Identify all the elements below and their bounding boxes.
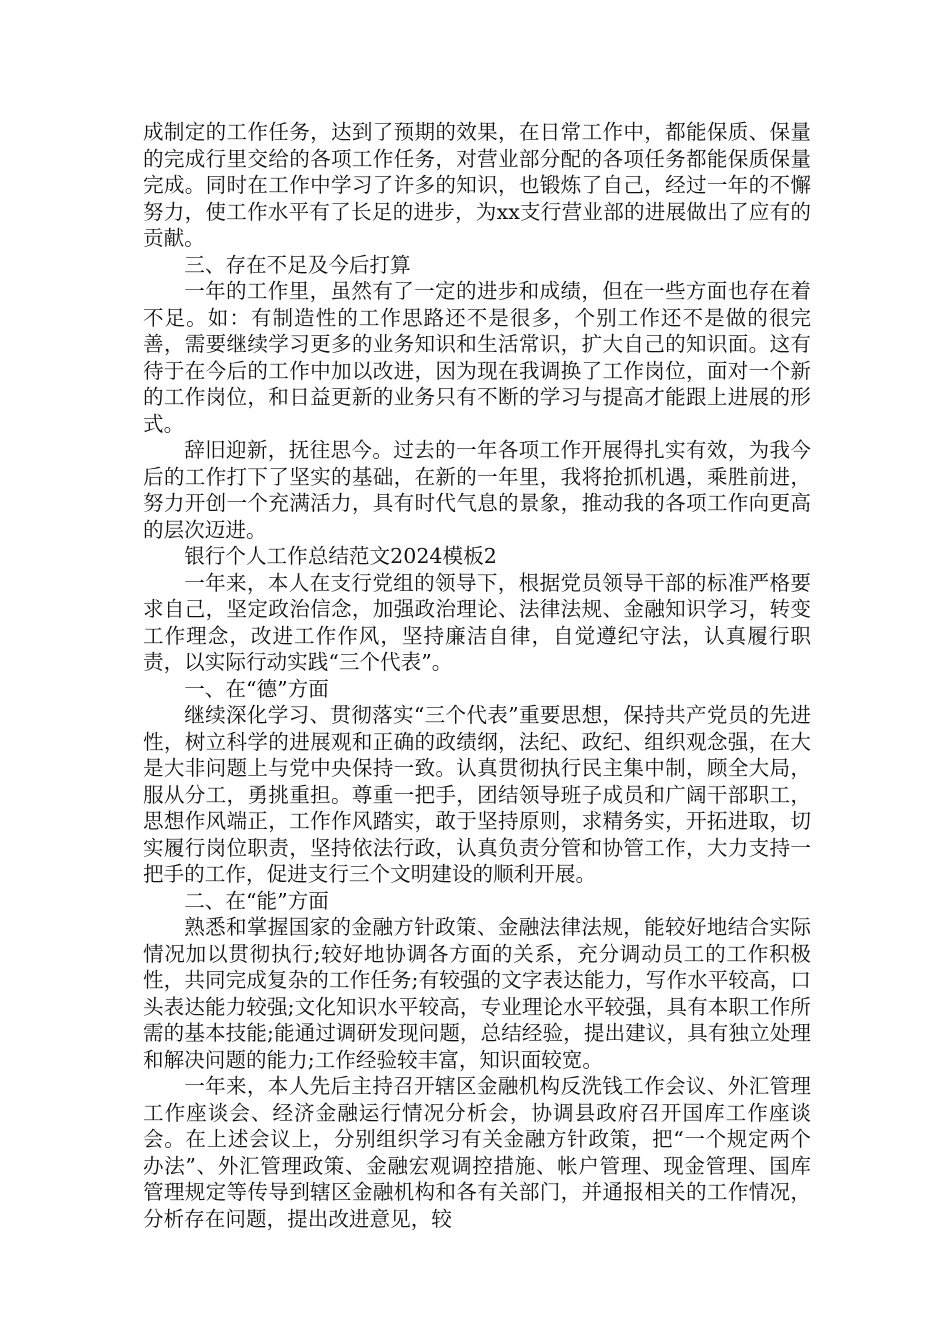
- section-heading-shortcomings: 三、存在不足及今后打算: [184, 252, 411, 277]
- paragraph-ability: 熟悉和掌握国家的金融方针政策、金融法律法规，能较好地结合实际情况加以贯彻执行;较好地协调各方面的关系，充分调动员工的工作积极性，共同完成复杂的工作任务;有较强的文字表达能力，写作水平较高，口头表达能力较强;文化知识水平较高，专业理论水平较强，具有本职工作所需的基本技能;能通过调研发现问题，总结经验，提出建议，具有独立处理和解决问题的能力;工作经验较丰富，知识面较宽。: [143, 915, 811, 1072]
- paragraph-meetings: 一年来，本人先后主持召开辖区金融机构反洗钱工作会议、外汇管理工作座谈会、经济金融运行情况分析会，协调县政府召开国库工作座谈会。在上述会议上，分别组织学习有关金融方针政策，把“一个规定两个办法”、外汇管理政策、金融宏观调控措施、帐户管理、现金管理、国库管理规定等传导到辖区金融机构和各有关部门，并通报相关的工作情况，分析存在问题，提出改进意见，较: [143, 1074, 811, 1231]
- section-heading-morality: 一、在“德”方面: [184, 676, 329, 701]
- section-heading-ability: 二、在“能”方面: [184, 888, 329, 913]
- paragraph-morality: 继续深化学习、贯彻落实“三个代表”重要思想，保持共产党员的先进性，树立科学的进展观和正确的政绩纲，法纪、政纪、组织观念强，在大是大非问题上与党中央保持一致。认真贯彻执行民主集中制，顾全大局，服从分工，勇挑重担。尊重一把手，团结领导班子成员和广阔干部职工，思想作风端正，工作作风踏实，敢于坚持原则，求精务实，开拓进取，切实履行岗位职责，坚持依法行政，认真负责分管和协管工作，大力支持一把手的工作，促进支行三个文明建设的顺利开展。: [143, 703, 811, 886]
- document-title-template-2: 银行个人工作总结范文2024模板2: [184, 544, 497, 568]
- document-page: [143, 119, 811, 1232]
- paragraph-new-year: 辞旧迎新，抚往思今。过去的一年各项工作开展得扎实有效，为我今后的工作打下了坚实的基础，在新的一年里，我将抢抓机遇，乘胜前进，努力开创一个充满活力，具有时代气息的景象，推动我的各项工作向更高的层次迈进。: [143, 438, 811, 542]
- paragraph-intro: 一年来，本人在支行党组的领导下，根据党员领导干部的标准严格要求自己，坚定政治信念，加强政治理论、法律法规、金融知识学习，转变工作理念，改进工作作风，坚持廉洁自律，自觉遵纪守法，认真履行职责，以实际行动实践“三个代表”。: [143, 570, 811, 674]
- paragraph-continuation: 成制定的工作任务，达到了预期的效果，在日常工作中，都能保质、保量的完成行里交给的各项工作任务，对营业部分配的各项任务都能保质保量完成。同时在工作中学习了许多的知识，也锻炼了自己，经过一年的不懈努力，使工作水平有了长足的进步，为xx支行营业部的进展做出了应有的贡献。: [143, 120, 811, 250]
- paragraph-shortcomings: 一年的工作里，虽然有了一定的进步和成绩，但在一些方面也存在着不足。如：有制造性的工作思路还不是很多，个别工作还不是做的很完善，需要继续学习更多的业务知识和生活常识，扩大自己的知识面。这有待于在今后的工作中加以改进，因为现在我调换了工作岗位，面对一个新的工作岗位，和日益更新的业务只有不断的学习与提高才能跟上进展的形式。: [143, 279, 811, 436]
